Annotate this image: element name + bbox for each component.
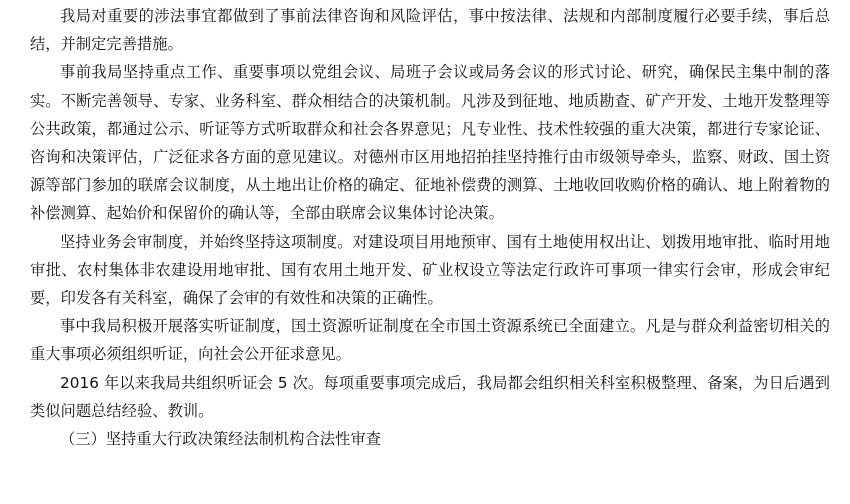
- paragraph-hearing-system: 事中我局积极开展落实听证制度，国土资源听证制度在全市国土资源系统已全面建立。凡是与群众利益密切相关的重大事项必须组织听证，向社会公开征求意见。: [30, 317, 830, 364]
- paragraph-hearing-count: 2016 年以来我局共组织听证会 5 次。每项重要事项完成后，我局都会组织相关科室积极整理、备案，为日后遇到类似问题总结经验、教训。: [30, 373, 830, 420]
- document-body: [30, 2, 830, 453]
- paragraph-joint-review: 坚持业务会审制度，并始终坚持这项制度。对建设项目用地预审、国有土地使用权出让、划拨用地审批、临时用地审批、农村集体非农建设用地审批、国有农用土地开发、矿业权设立等法定行政许可事项一律实行会审，形成会审纪要，印发各有关科室，确保了会审的有效性和决策的正确性。: [30, 232, 830, 308]
- section-heading: （三）坚持重大行政决策经法制机构合法性审查: [60, 430, 382, 449]
- paragraph-decision-mechanism: 事前我局坚持重点工作、重要事项以党组会议、局班子会议或局务会议的形式讨论、研究，确保民主集中制的落实。不断完善领导、专家、业务科室、群众相结合的决策机制。凡涉及到征地、地质勘查、矿产开发、土地开发整理等公共政策，都通过公示、听证等方式听取群众和社会各界意见；凡专业性、技术性较强的重大决策，都进行专家论证、咨询和决策评估，广泛征求各方面的意见建议。对德州市区用地招拍挂坚持推行由市级领导牵头，监察、财政、国土资源等部门参加的联席会议制度，从土地出让价格的确定、征地补偿费的测算、土地收回收购价格的确认、地上附着物的补偿测算、起始价和保留价的确认等，全部由联席会议集体讨论决策。: [30, 63, 830, 223]
- paragraph-risk-assessment: 我局对重要的涉法事宜都做到了事前法律咨询和风险评估，事中按法律、法规和内部制度履行必要手续，事后总结，并制定完善措施。: [30, 7, 830, 54]
